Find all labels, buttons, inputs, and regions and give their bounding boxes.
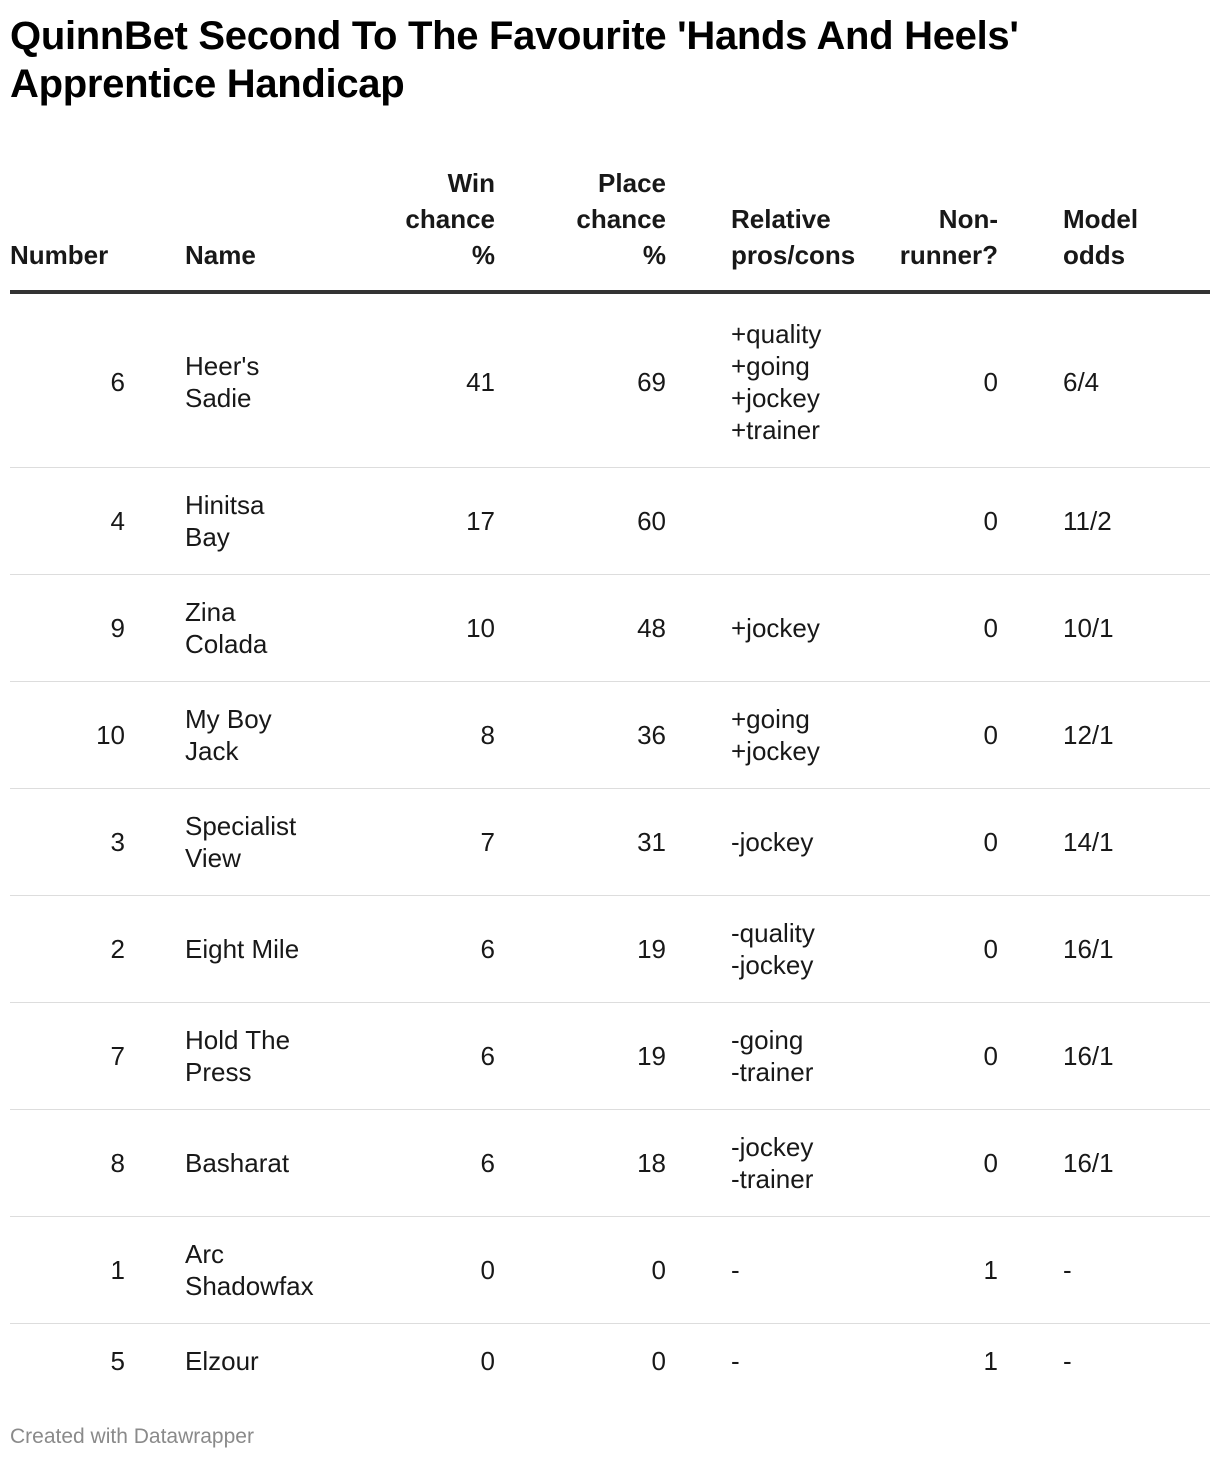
table-row: [10, 682, 1210, 789]
cell-model-odds: -: [998, 1217, 1210, 1324]
cell-place-chance: 18: [495, 1110, 666, 1217]
cell-number: 10: [10, 682, 185, 789]
cell-win-chance: 6: [360, 1110, 495, 1217]
cell-pros-cons: -: [666, 1217, 851, 1324]
cell-model-odds: 12/1: [998, 682, 1210, 789]
cell-model-odds: 14/1: [998, 789, 1210, 896]
cell-pros-cons: +quality +going +jockey +trainer: [666, 292, 851, 468]
cell-name: Hold The Press: [185, 1003, 360, 1110]
cell-name: Heer's Sadie: [185, 292, 360, 468]
table-row: [10, 789, 1210, 896]
column-header-place-chance: Place chance %: [495, 165, 666, 292]
cell-win-chance: 6: [360, 1003, 495, 1110]
cell-place-chance: 19: [495, 1003, 666, 1110]
column-header-number: Number: [10, 165, 185, 292]
table-row: [10, 1110, 1210, 1217]
cell-pros-cons: -going -trainer: [666, 1003, 851, 1110]
cell-pros-cons: +jockey: [666, 575, 851, 682]
cell-number: 1: [10, 1217, 185, 1324]
cell-place-chance: 69: [495, 292, 666, 468]
cell-win-chance: 41: [360, 292, 495, 468]
table-row: [10, 575, 1210, 682]
cell-name: Specialist View: [185, 789, 360, 896]
cell-model-odds: -: [1063, 1346, 1072, 1376]
cell-model-odds: 10/1: [998, 575, 1210, 682]
cell-non-runner: 0: [851, 896, 998, 1003]
cell-number: 6: [10, 292, 185, 468]
cell-non-runner: 0: [851, 1003, 998, 1110]
cell-pros-cons: -jockey: [666, 789, 851, 896]
cell-pros-cons: +going +jockey: [666, 682, 851, 789]
table-row: [10, 468, 1210, 575]
table-row: [10, 896, 1210, 1003]
cell-model-odds: 11/2: [998, 468, 1210, 575]
cell-number: 9: [10, 575, 185, 682]
cell-non-runner: 1: [983, 1346, 998, 1376]
cell-win-chance: 0: [480, 1346, 495, 1376]
cell-non-runner: 0: [851, 292, 998, 468]
cell-non-runner: 0: [851, 1110, 998, 1217]
cell-win-chance: 10: [360, 575, 495, 682]
cell-place-chance: 31: [495, 789, 666, 896]
cell-place-chance: 0: [651, 1346, 666, 1376]
cell-win-chance: 6: [360, 896, 495, 1003]
cell-number: 4: [10, 468, 185, 575]
cell-place-chance: 36: [495, 682, 666, 789]
page-title: QuinnBet Second To The Favourite 'Hands And Heels' Apprentice Handicap: [10, 14, 1019, 106]
cell-win-chance: 17: [360, 468, 495, 575]
cell-name: Eight Mile: [185, 896, 360, 1003]
attribution: Created with Datawrapper: [10, 1425, 254, 1448]
column-header-non-runner: Non- runner?: [851, 165, 998, 292]
cell-model-odds: 16/1: [998, 1110, 1210, 1217]
cell-number: 2: [10, 896, 185, 1003]
column-header-name: Name: [185, 165, 360, 292]
table-body: [10, 292, 1210, 1398]
table-row: [10, 1324, 1210, 1399]
cell-model-odds: 6/4: [998, 292, 1210, 468]
cell-model-odds: 16/1: [998, 1003, 1210, 1110]
cell-non-runner: 1: [851, 1217, 998, 1324]
cell-name: Hinitsa Bay: [185, 468, 360, 575]
cell-place-chance: 19: [495, 896, 666, 1003]
cell-place-chance: 0: [495, 1217, 666, 1324]
cell-model-odds: 16/1: [998, 896, 1210, 1003]
cell-number: 8: [10, 1110, 185, 1217]
table-header-row: [10, 165, 1210, 292]
cell-pros-cons: [666, 468, 851, 575]
column-header-win-chance: Win chance %: [360, 165, 495, 292]
cell-win-chance: 7: [360, 789, 495, 896]
cell-place-chance: 60: [495, 468, 666, 575]
cell-number: 7: [10, 1003, 185, 1110]
cell-pros-cons: -quality -jockey: [666, 896, 851, 1003]
column-header-pros-cons: Relative pros/cons: [666, 165, 851, 292]
cell-non-runner: 0: [851, 468, 998, 575]
cell-place-chance: 48: [495, 575, 666, 682]
cell-name: Basharat: [185, 1110, 360, 1217]
table-row: [10, 292, 1210, 468]
cell-non-runner: 0: [851, 575, 998, 682]
cell-number: 3: [10, 789, 185, 896]
cell-name: Arc Shadowfax: [185, 1217, 360, 1324]
cell-non-runner: 0: [851, 789, 998, 896]
cell-pros-cons: -jockey -trainer: [666, 1110, 851, 1217]
cell-win-chance: 8: [360, 682, 495, 789]
cell-name: Zina Colada: [185, 575, 360, 682]
cell-name: My Boy Jack: [185, 682, 360, 789]
cell-win-chance: 0: [360, 1217, 495, 1324]
column-header-model-odds: Model odds: [998, 165, 1210, 292]
table-row: [10, 1217, 1210, 1324]
cell-number: 5: [110, 1346, 125, 1376]
cell-name: Elzour: [185, 1346, 259, 1376]
race-table: [10, 165, 1210, 1398]
cell-pros-cons: -: [731, 1346, 740, 1376]
table-row: [10, 1003, 1210, 1110]
cell-non-runner: 0: [851, 682, 998, 789]
